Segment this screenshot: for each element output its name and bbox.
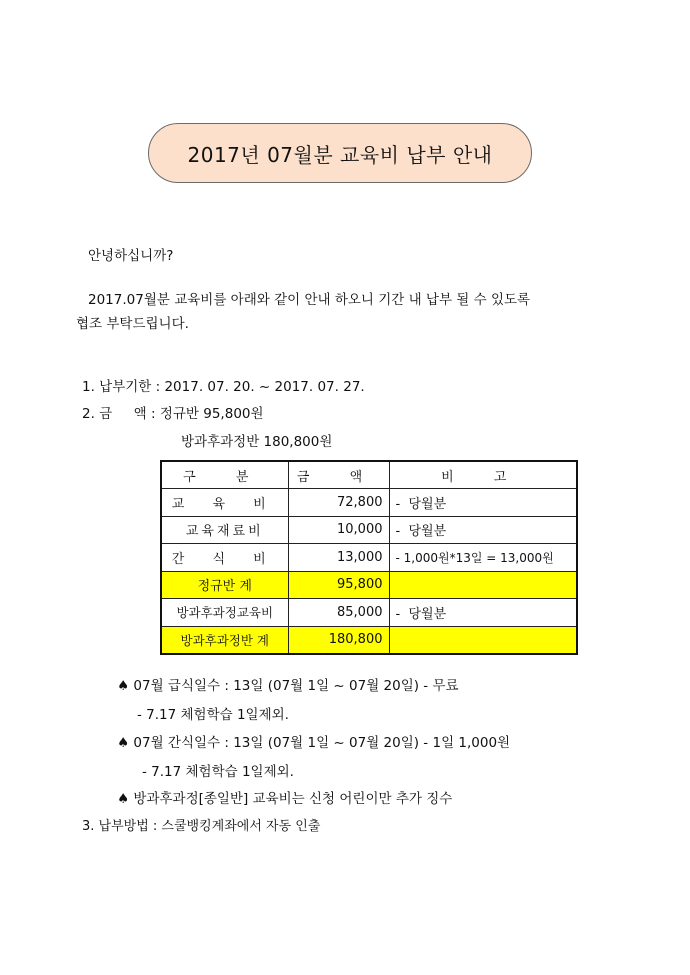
row-note: - 당월분	[389, 489, 577, 517]
row-item: 간 식 비	[161, 544, 288, 572]
row-amount: 85,000	[288, 599, 389, 627]
greeting: 안녕하십니까?	[88, 248, 174, 264]
note-lunch-sub: - 7.17 체험학습 1일제외.	[137, 707, 289, 723]
note-snack-days	[117, 731, 510, 751]
document-title-box	[148, 123, 532, 183]
note-text: 방과후과정[종일반] 교육비는 신청 어린이만 추가 징수	[133, 791, 453, 807]
row-amount: 13,000	[288, 544, 389, 572]
row-amount: 180,800	[288, 626, 389, 654]
fee-table	[160, 460, 578, 655]
table-row	[161, 599, 577, 627]
row-item: 교 육 비	[161, 489, 288, 517]
deadline-item: 1. 납부기한 : 2017. 07. 20. ~ 2017. 07. 27.	[82, 379, 365, 395]
amount-item: 2. 금 액 : 정규반 95,800원	[82, 406, 264, 422]
row-note	[389, 571, 577, 599]
note-snack-sub: - 7.17 체험학습 1일제외.	[142, 764, 294, 780]
intro-line-1: 2017.07월분 교육비를 아래와 같이 안내 하오니 기간 내 납부 될 수 있도록	[88, 292, 531, 308]
header-note: 비 고	[389, 461, 577, 489]
table-row-total	[161, 626, 577, 654]
document-title: 2017년 07월분 교육비 납부 안내	[187, 142, 493, 167]
table-row	[161, 516, 577, 544]
row-note	[389, 626, 577, 654]
row-note: - 1,000원*13일 = 13,000원	[389, 544, 577, 572]
table-row	[161, 489, 577, 517]
row-amount: 10,000	[288, 516, 389, 544]
row-amount: 95,800	[288, 571, 389, 599]
table-row-subtotal	[161, 571, 577, 599]
row-note: - 당월분	[389, 599, 577, 627]
amount-sub-item: 방과후과정반 180,800원	[181, 434, 333, 450]
row-amount: 72,800	[288, 489, 389, 517]
row-note: - 당월분	[389, 516, 577, 544]
note-lunch-days	[117, 674, 459, 694]
spade-icon: ♠	[117, 791, 130, 807]
row-item: 교육재료비	[161, 516, 288, 544]
header-item: 구 분	[161, 461, 288, 489]
row-item: 정규반 계	[161, 571, 288, 599]
header-amount: 금 액	[288, 461, 389, 489]
note-afterschool	[117, 787, 452, 807]
spade-icon: ♠	[117, 735, 130, 751]
row-item: 방과후과정반 계	[161, 626, 288, 654]
note-text: 07월 간식일수 : 13일 (07월 1일 ~ 07월 20일) - 1일 1,000원	[133, 735, 511, 751]
table-header-row	[161, 461, 577, 489]
table-row	[161, 544, 577, 572]
intro-line-2: 협조 부탁드립니다.	[76, 316, 189, 332]
payment-method-item: 3. 납부방법 : 스쿨뱅킹계좌에서 자동 인출	[82, 819, 321, 834]
spade-icon: ♠	[117, 678, 130, 694]
note-text: 07월 급식일수 : 13일 (07월 1일 ~ 07월 20일) - 무료	[133, 678, 459, 694]
row-item: 방과후과정교육비	[161, 599, 288, 627]
